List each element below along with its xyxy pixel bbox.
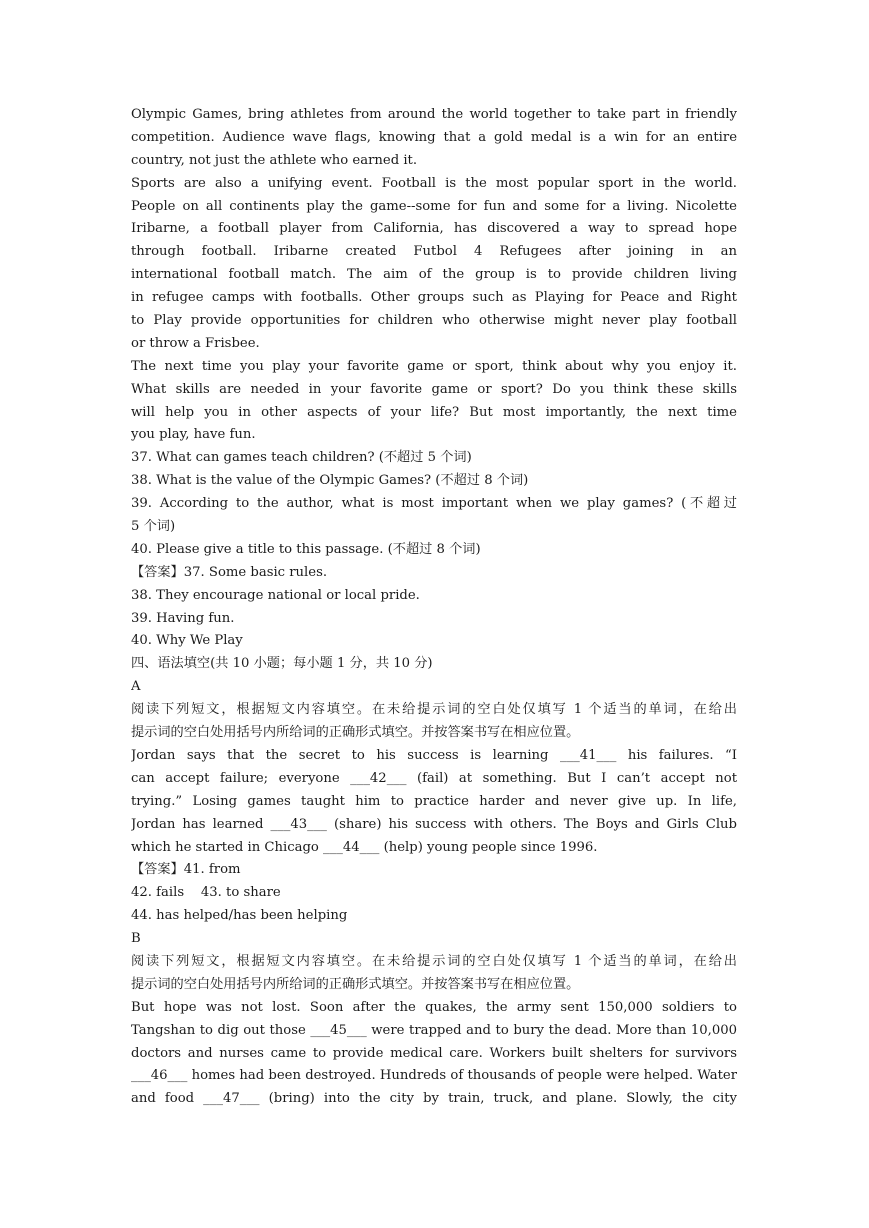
text-line: which he started in Chicago ___44___ (help) young people since 1996. xyxy=(131,839,598,855)
text-line: country, not just the athlete who earned it. xyxy=(131,152,418,168)
question-37: 37. What can games teach children? (不超过 5 个词) xyxy=(131,450,472,466)
text-line: ___46___ homes had been destroyed. Hundreds of thousands of people were helped. Water xyxy=(131,1068,737,1084)
text-line: Tangshan to dig out those ___45___ were trapped and to bury the dead. More than 10,000 xyxy=(131,1022,737,1038)
text-line: doctors and nurses came to provide medical care. Workers built shelters for survivors xyxy=(131,1045,737,1061)
text-line: or throw a Frisbee. xyxy=(131,335,260,351)
text-line: Jordan says that the secret to his success is learning ___41___ his failures. “I xyxy=(131,747,737,763)
text-line: People on all continents play the game--some for fun and some for a living. Nicolette xyxy=(131,198,737,214)
answer-42-43: 42. fails 43. to share xyxy=(131,885,281,901)
text-line: you play, have fun. xyxy=(131,427,256,443)
text-line: through football. Iribarne created Futbol 4 Refugees after joining in an xyxy=(131,244,737,260)
text-line: trying.” Losing games taught him to practice harder and never give up. In life, xyxy=(131,793,737,809)
text-line: Olympic Games, bring athletes from around the world together to take part in friendly xyxy=(131,107,737,122)
question-38: 38. What is the value of the Olympic Games? (不超过 8 个词) xyxy=(131,473,529,489)
text-line: What skills are needed in your favorite game or sport? Do you think these skills xyxy=(131,381,737,397)
answer-38: 38. They encourage national or local pride. xyxy=(131,587,420,603)
instructions-line: 阅读下列短文，根据短文内容填空。在未给提示词的空白处仅填写 1 个适当的单词，在给出 xyxy=(131,702,737,718)
answer-39: 39. Having fun. xyxy=(131,610,235,626)
text-line: to Play provide opportunities for children who otherwise might never play football xyxy=(131,313,737,329)
text-line: Iribarne, a football player from California, has discovered a way to spread hope xyxy=(131,221,737,237)
section-heading: 四、语法填空(共 10 小题；每小题 1 分，共 10 分) xyxy=(131,656,433,672)
document-page xyxy=(131,104,737,1111)
text-line: in refugee camps with footballs. Other groups such as Playing for Peace and Right xyxy=(131,290,737,306)
subsection-b-label: B xyxy=(131,931,141,947)
question-39-cont: 5 个词) xyxy=(131,519,176,535)
text-line: The next time you play your favorite game or sport, think about why you enjoy it. xyxy=(131,358,737,374)
instructions-line: 阅读下列短文，根据短文内容填空。在未给提示词的空白处仅填写 1 个适当的单词，在给出 xyxy=(131,953,737,969)
instructions-line: 提示词的空白处用括号内所给词的正确形式填空。并按答案书写在相应位置。 xyxy=(131,976,580,992)
text-line: and food ___47___ (bring) into the city by train, truck, and plane. Slowly, the city xyxy=(131,1091,737,1107)
answer-44: 44. has helped/has been helping xyxy=(131,908,348,924)
text-line: But hope was not lost. Soon after the quakes, the army sent 150,000 soldiers to xyxy=(131,999,737,1015)
subsection-a-label: A xyxy=(131,679,141,695)
question-40: 40. Please give a title to this passage. (不超过 8 个词) xyxy=(131,541,481,557)
instructions-line: 提示词的空白处用括号内所给词的正确形式填空。并按答案书写在相应位置。 xyxy=(131,725,580,741)
answer-37: 【答案】37. Some basic rules. xyxy=(131,564,328,580)
answer-41: 【答案】41. from xyxy=(131,862,241,878)
text-line: Sports are also a unifying event. Football is the most popular sport in the world. xyxy=(131,175,737,191)
text-line: can accept failure; everyone ___42___ (fail) at something. But I can’t accept not xyxy=(131,770,737,786)
answer-40: 40. Why We Play xyxy=(131,633,243,649)
text-line: international football match. The aim of the group is to provide children living xyxy=(131,267,737,283)
text-line: will help you in other aspects of your life? But most importantly, the next time xyxy=(131,404,737,420)
text-line: Jordan has learned ___43___ (share) his success with others. The Boys and Girls Club xyxy=(131,816,737,832)
text-line: competition. Audience wave flags, knowing that a gold medal is a win for an entire xyxy=(131,129,737,145)
question-39: 39. According to the author, what is most important when we play games? (不超过 xyxy=(131,496,737,512)
